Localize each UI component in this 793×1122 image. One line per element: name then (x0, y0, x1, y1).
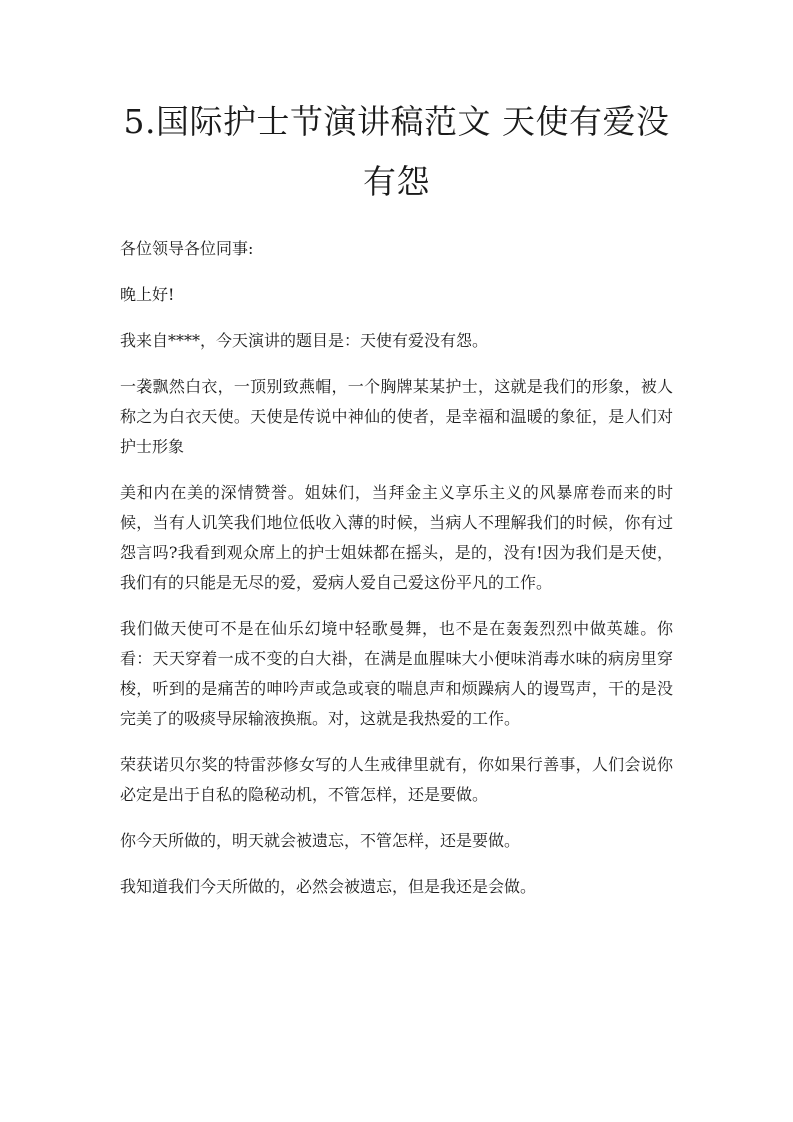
body-paragraph-3: 我们做天使可不是在仙乐幻境中轻歌曼舞，也不是在轰轰烈烈中做英雄。你看：天天穿着一成不变的白大褂，在满是血腥味大小便味消毒水味的病房里穿梭，听到的是痛苦的呻吟声或急或衰的喘息声和烦躁病人的谩骂声，干的是没完美了的吸痰导尿输液换瓶。对，这就是我热爱的工作。 (120, 619, 673, 728)
document-title (120, 92, 673, 212)
greeting: 晚上好! (120, 285, 175, 304)
title-line-1: 5.国际护士节演讲稿范文 天使有爱没 (123, 102, 670, 141)
body-paragraph-5: 你今天所做的，明天就会被遗忘，不管怎样，还是要做。 (120, 831, 521, 850)
body-paragraph-6: 我知道我们今天所做的，必然会被遗忘，但是我还是会做。 (120, 877, 537, 896)
salutation: 各位领导各位同事: (120, 239, 254, 258)
intro-paragraph: 我来自****，今天演讲的题目是：天使有爱没有怨。 (120, 331, 489, 350)
title-line-2: 有怨 (363, 162, 430, 201)
body-paragraph-4: 荣获诺贝尔奖的特雷莎修女写的人生戒律里就有，你如果行善事，人们会说你必定是出于自私的隐秘动机，不管怎样，还是要做。 (120, 755, 673, 804)
body-paragraph-1: 一袭飘然白衣，一顶别致燕帽，一个胸牌某某护士，这就是我们的形象，被人称之为白衣天使。天使是传说中神仙的使者，是幸福和温暖的象征，是人们对护士形象 (120, 377, 673, 456)
body-paragraph-2: 美和内在美的深情赞誉。姐妹们，当拜金主义享乐主义的风暴席卷而来的时候，当有人讥笑我们地位低收入薄的时候，当病人不理解我们的时候，你有过怨言吗?我看到观众席上的护士姐妹都在摇头，是的，没有!因为我们是天使，我们有的只能是无尽的爱，爱病人爱自己爱这份平凡的工作。 (120, 483, 673, 592)
